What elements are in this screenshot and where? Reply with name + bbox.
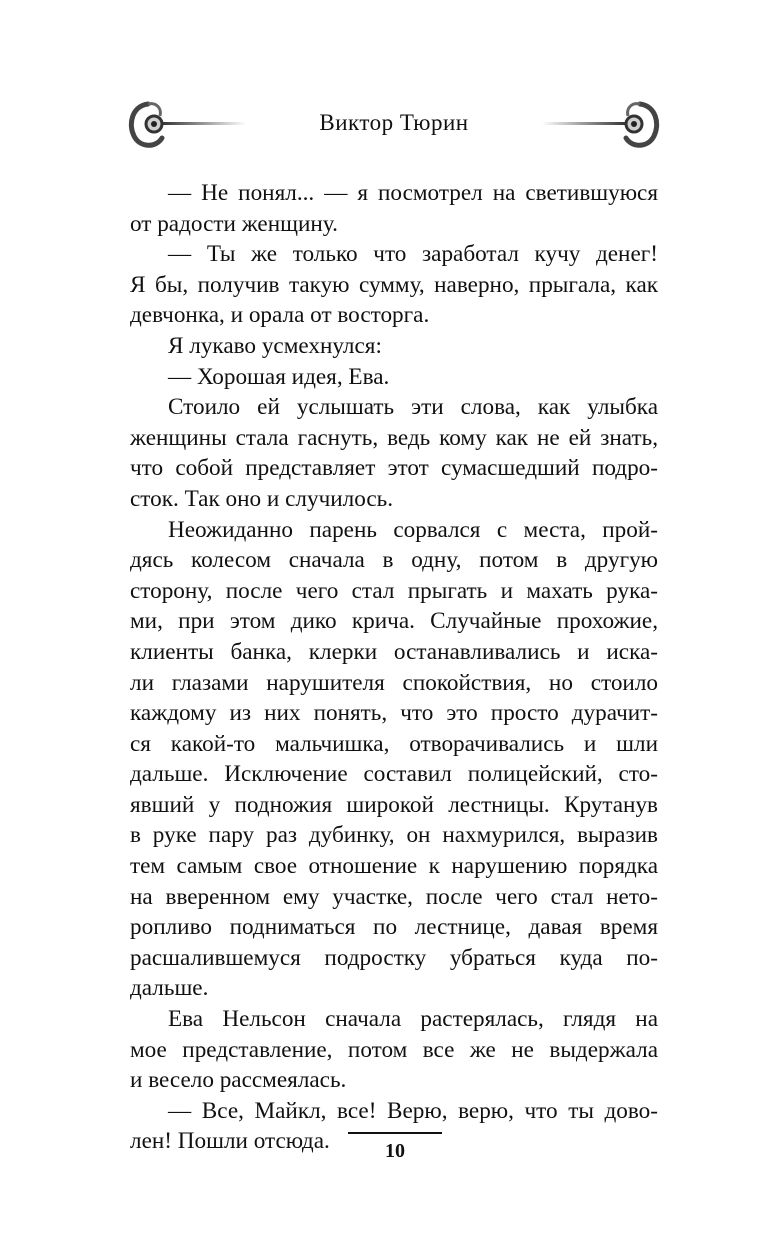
text-line: и весело рассмеялась.: [130, 1067, 347, 1094]
text-line: расшалившемуся подростку убраться куда по-: [130, 944, 658, 971]
page-number: 10: [385, 1140, 405, 1162]
text-line: ли глазами нарушителя спокойствия, но стоило: [130, 669, 658, 696]
running-header: [126, 96, 662, 156]
text-line: тем самым свое отношение к нарушению порядка: [130, 853, 658, 880]
text-line: в руке пару раз дубинку, он нахмурился, выразив: [130, 822, 658, 849]
text-line: дясь колесом сначала в одну, потом в другую: [130, 547, 658, 574]
text-line: клиенты банка, клерки останавливались и иска-: [130, 638, 658, 665]
text-line: Ева Нельсон сначала растерялась, глядя на: [168, 1006, 658, 1033]
text-line: ми, при этом дико крича. Случайные прохожие,: [130, 608, 658, 635]
text-line: лен! Пошли отсюда.: [130, 1128, 330, 1155]
text-line: мое представление, потом все же не выдержала: [130, 1036, 658, 1063]
text-line: Неожиданно парень сорвался с места, прой-: [168, 516, 658, 543]
text-line: — Все, Майкл, все! Верю, верю, что ты дово-: [168, 1097, 658, 1124]
text-line: явший у подножия широкой лестницы. Крутанув: [130, 791, 658, 818]
text-line: Стоило ей услышать эти слова, как улыбка: [168, 394, 658, 421]
text-line: — Не понял... — я посмотрел на светившуюся: [168, 180, 658, 206]
text-line: дальше.: [130, 975, 209, 1002]
text-line: каждому из них понять, что это просто дурачит-: [130, 700, 658, 727]
text-line: сток. Так оно и случилось.: [130, 485, 394, 512]
text-line: — Хорошая идея, Ева.: [168, 363, 390, 390]
text-line: ся какой-то мальчишка, отворачивались и шли: [130, 730, 658, 757]
text-line: от радости женщину.: [130, 210, 338, 237]
text-line: Я лукаво усмехнулся:: [168, 332, 382, 359]
text-line: что собой представляет этот сумасшедший подро-: [130, 455, 658, 482]
text-line: дальше. Исключение составил полицейский, сто-: [130, 761, 658, 788]
text-line: ропливо подниматься по лестнице, давая время: [130, 914, 658, 941]
right-ornament-icon: [542, 96, 662, 156]
text-line: на вверенном ему участке, после чего стал нето-: [130, 883, 658, 910]
footer-divider: [348, 1132, 442, 1134]
text-line: девчонка, и орала от восторга.: [130, 302, 430, 329]
text-line: Я бы, получив такую сумму, наверно, прыгала, как: [130, 271, 658, 298]
text-line: — Ты же только что заработал кучу денег!: [168, 241, 658, 268]
text-line: сторону, после чего стал прыгать и махать рука-: [130, 577, 658, 604]
author-name: Виктор Тюрин: [319, 110, 469, 135]
text-line: женщины стала гаснуть, ведь кому как не ей знать,: [130, 424, 658, 451]
body-text: [130, 178, 658, 1157]
